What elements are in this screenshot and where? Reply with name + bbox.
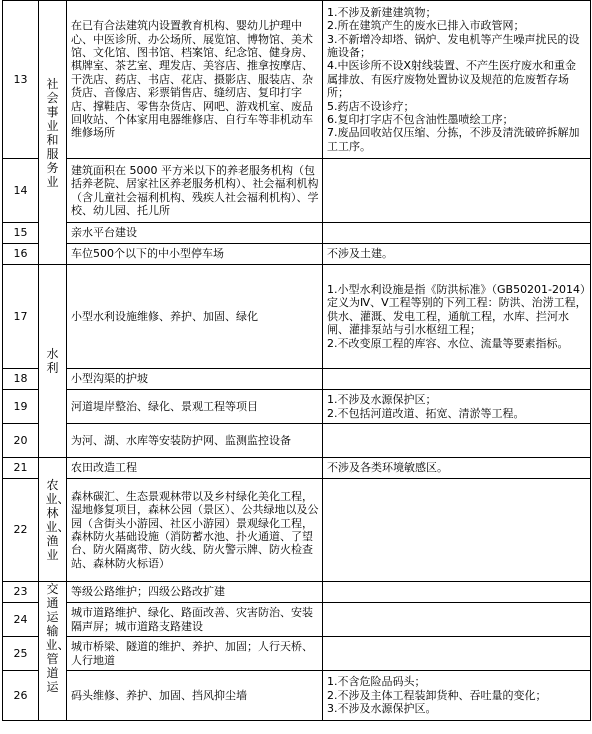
table-row xyxy=(3,603,591,637)
notes-cell xyxy=(323,390,591,424)
table-row xyxy=(3,159,591,223)
notes-cell xyxy=(323,479,591,582)
project-cell: 建筑面积在 5000 平方米以下的养老服务机构（包括养老院、居家社区养老服务机构）、社会福利机构（含儿童社会福利机构、残疾人社会福利机构）、学校、幼儿园、托儿所 xyxy=(67,159,323,223)
row-number: 16 xyxy=(3,244,39,265)
category-cell xyxy=(39,458,70,582)
table-row xyxy=(3,637,591,671)
table-row xyxy=(3,458,591,479)
category-label: 水利 xyxy=(46,347,59,375)
notes-cell xyxy=(323,458,591,479)
note-line: 5.药店不设诊疗； xyxy=(327,99,415,113)
project-cell: 码头维修、养护、加固、挡风抑尘墙 xyxy=(67,671,323,721)
table-row xyxy=(3,671,591,721)
project-cell: 河道堤岸整治、绿化、景观工程等项目 xyxy=(67,390,323,424)
notes-cell xyxy=(323,582,591,603)
notes-cell xyxy=(323,223,591,244)
row-number: 23 xyxy=(3,582,39,603)
notes-cell xyxy=(323,244,591,265)
note-line: 3.不新增冷却塔、锅炉、发电机等产生噪声扰民的设施设备； xyxy=(327,32,580,59)
row-number: 15 xyxy=(3,223,39,244)
note-line: 2.不改变原工程的库容、水位、流量等要素指标。 xyxy=(327,336,569,350)
note-line: 2.不包括河道改道、拓宽、清淤等工程。 xyxy=(327,406,525,420)
notes-cell xyxy=(323,1,591,159)
notes-cell xyxy=(323,159,591,223)
note-line: 1.小型水利设施是指《防洪标准》（GB50201-2014）定义为Ⅳ、Ⅴ工程等别的下列工程：防洪、治涝工程，供水、灌溉、发电工程，通航工程，水库、拦河水闸、灌排泵站与引水枢纽工程； xyxy=(327,282,587,337)
note-line: 3.不涉及水源保护区。 xyxy=(327,702,437,716)
note-line: 2.所在建筑产生的废水已排入市政管网； xyxy=(327,19,525,33)
note-line: 7.废品回收站仅压缩、分拣，不涉及清洗破碎拆解加工工序。 xyxy=(327,126,580,153)
project-cell: 小型水利设施维修、养护、加固、绿化 xyxy=(67,265,323,369)
project-cell: 等级公路维护；四级公路改扩建 xyxy=(67,582,323,603)
row-number: 18 xyxy=(3,369,39,390)
note-line: 6.复印打字店不包含油性墨喷绘工序； xyxy=(327,113,514,127)
notes-cell xyxy=(323,671,591,721)
project-cell: 森林碳汇、生态景观林带以及乡村绿化美化工程，湿地修复项目，森林公园（景区）、公共绿地以及公园（含街头小游园、社区小游园）景观绿化工程，森林防火基础设施（消防蓄水池、扑火通道、了望台、防火隔离带、防火线、防火警示牌、防火检查站、森林防火标语） xyxy=(67,479,323,582)
note-line: 2.不涉及主体工程装卸货种、吞吐量的变化； xyxy=(327,688,547,702)
row-number: 26 xyxy=(3,671,39,721)
project-cell: 亲水平台建设 xyxy=(67,223,323,244)
category-label: 社会事业和服务业 xyxy=(46,76,59,189)
notes-cell xyxy=(323,424,591,458)
category-cell xyxy=(39,582,70,721)
row-number: 17 xyxy=(3,265,39,369)
notes-cell xyxy=(323,369,591,390)
project-cell: 为河、湖、水库等安装防护网、监测监控设备 xyxy=(67,424,323,458)
category-cell xyxy=(39,1,67,265)
row-number: 22 xyxy=(3,479,39,582)
note-line: 4.中医诊所不设X射线装置、不产生医疗废水和重金属排放、有医疗废物处置协议及规范的危废暂存场所； xyxy=(327,59,577,100)
table-row xyxy=(3,390,591,424)
project-cell: 城市道路维护、绿化、路面改善、灾害防治、安装隔声屏；城市道路支路建设 xyxy=(67,603,323,637)
note-line: 不涉及土建。 xyxy=(327,247,393,261)
project-table xyxy=(2,0,591,721)
category-label: 交通运输业、管道运 xyxy=(45,582,70,694)
category-label: 农业、林业、渔业 xyxy=(45,477,70,562)
note-line: 1.不涉及新建建筑物； xyxy=(327,5,437,19)
note-line: 不涉及各类环境敏感区。 xyxy=(327,461,448,475)
table-row xyxy=(3,369,591,390)
note-line: 1.不涉及水源保护区； xyxy=(327,393,437,407)
project-cell: 城市桥梁、隧道的维护、养护、加固；人行天桥、人行地道 xyxy=(67,637,323,671)
project-cell: 小型沟渠的护坡 xyxy=(67,369,323,390)
row-number: 19 xyxy=(3,390,39,424)
row-number: 13 xyxy=(3,1,39,159)
row-number: 20 xyxy=(3,424,39,458)
table-row xyxy=(3,265,591,369)
notes-cell xyxy=(323,637,591,671)
notes-cell xyxy=(323,265,591,369)
note-line: 1.不含危险品码头； xyxy=(327,675,426,689)
notes-cell xyxy=(323,603,591,637)
row-number: 25 xyxy=(3,637,39,671)
table-row xyxy=(3,1,591,159)
table-row xyxy=(3,244,591,265)
table-row xyxy=(3,582,591,603)
table-row xyxy=(3,424,591,458)
project-cell: 车位500个以下的中小型停车场 xyxy=(67,244,323,265)
table-row xyxy=(3,479,591,582)
row-number: 21 xyxy=(3,458,39,479)
document-table-wrapper xyxy=(2,0,590,721)
project-cell: 农田改造工程 xyxy=(67,458,323,479)
category-cell xyxy=(39,265,67,458)
row-number: 14 xyxy=(3,159,39,223)
row-number: 24 xyxy=(3,603,39,637)
project-cell: 在已有合法建筑内设置教育机构、婴幼儿护理中心、中医诊所、办公场所、展览馆、博物馆、美术馆、文化馆、图书馆、档案馆、纪念馆、健身房、棋牌室、茶艺室、理发店、美容店、推拿按摩店、干洗店、药店、书店、花店、摄影店、服装店、杂货店、音像店、彩票销售店、缝纫店、复印打字店、撑鞋店、零售杂货店、网吧、游戏机室、废品回收站、个体家用电器维修店、自行车等非机动车维修场所 xyxy=(67,1,323,159)
table-row xyxy=(3,223,591,244)
